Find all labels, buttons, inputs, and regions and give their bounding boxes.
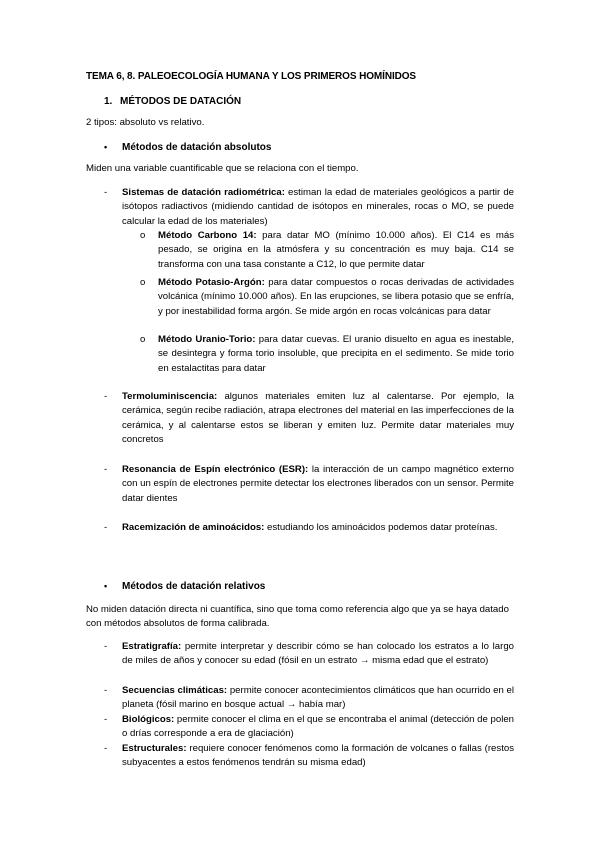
list-item-radiometric (104, 186, 514, 229)
intro-paragraph: 2 tipos: absoluto vs relativo. (86, 117, 205, 128)
circle-marker: o (140, 230, 146, 241)
document-title: TEMA 6, 8. PALEOECOLOGÍA HUMANA Y LOS PRIMEROS HOMÍNIDOS (86, 71, 416, 82)
dash-marker: - (104, 685, 108, 696)
list-item-termoluminiscencia (104, 390, 514, 447)
bullet-icon: • (104, 581, 108, 591)
term-text: permite conocer el clima en el que se encontraba el animal (detección de polen o drías corresponde a era de glaciación) (122, 714, 514, 740)
rel-heading (104, 581, 265, 592)
term-text: para datar compuestos o rocas derivadas de actividades volcánica (mínimo 10.000 años). En las erupciones, se libera potasio que se enfría, y por inestabilidad forma argón. Se mide argón en rocas volcánicas para datar (158, 277, 514, 317)
section-heading-text: MÉTODOS DE DATACIÓN (120, 96, 242, 107)
sublist-item-uranio-torio (140, 333, 514, 376)
list-item-secuencias-climaticas (104, 684, 514, 713)
list-item-biologicos (104, 713, 514, 742)
term-text: estudiando los aminoácidos podemos datar proteínas. (264, 522, 498, 533)
term: Sistemas de datación radiométrica: (122, 187, 285, 198)
term-text: estiman la edad de materiales geológicos a partir de isótopos radiactivos (midiendo cantidad de isótopos en minerales, rocas o MO, se puede calcular la edad de los materiales) (122, 187, 514, 227)
circle-marker: o (140, 277, 146, 288)
term: Resonancia de Espín electrónico (ESR): (122, 464, 309, 475)
abs-heading-text: Métodos de datación absolutos (122, 142, 272, 153)
term-text: para datar MO (mínimo 10.000 años). El C14 es más pesado, se origina en la atmósfera y su concentración es muy baja. C14 se transforma con una tasa constante a C12, lo que permite datar (158, 230, 514, 270)
term: Racemización de aminoácidos: (122, 522, 265, 533)
term: Secuencias climáticas: (122, 685, 228, 696)
dash-marker: - (104, 522, 108, 533)
term-text: para datar cuevas. El uranio disuelto en agua es inestable, se desintegra y forma torio insoluble, que precipita en el sedimento. Se mide torio en estalactitas para datar (158, 334, 514, 374)
list-item-esr (104, 463, 514, 506)
dash-marker: - (104, 714, 108, 725)
term: Biológicos: (122, 714, 175, 725)
term: Termoluminiscencia: (122, 391, 218, 402)
section-heading-1 (104, 96, 241, 107)
circle-marker: o (140, 334, 146, 345)
sublist-item-c14 (140, 229, 514, 272)
sublist-item-potasio-argon (140, 276, 514, 319)
term: Estratigrafía: (122, 641, 182, 652)
term-text: requiere conocer fenómenos como la formación de volcanes o fallas (restos subyacentes a estos fenómenos tendrán su misma edad) (122, 743, 514, 769)
section-number: 1. (104, 96, 113, 107)
term-text: permite conocer acontecimientos climáticos que han ocurrido en el planeta (fósil marino en bosque actual → había mar) (122, 685, 514, 711)
abs-heading (104, 142, 271, 153)
list-item-estratigrafia (104, 640, 514, 669)
term-text: la interacción de un campo magnético externo con un espín de electrones permite detectar los electrones liberados con un sensor. Permite datar dientes (122, 464, 514, 504)
dash-marker: - (104, 187, 108, 198)
term: Estructurales: (122, 743, 187, 754)
dash-marker: - (104, 743, 108, 754)
dash-marker: - (104, 464, 108, 475)
dash-marker: - (104, 641, 108, 652)
rel-description: No miden datación directa ni cuantífica, sino que toma como referencia algo que ya se haya datado con métodos absolutos de forma calibrada. (86, 604, 509, 630)
dash-marker: - (104, 391, 108, 402)
term: Método Carbono 14: (158, 230, 257, 241)
list-item-estructurales (104, 742, 514, 771)
term-text: algunos materiales emiten luz al calentarse. Por ejemplo, la cerámica, según recibe radiación, atrapa electrones del material en las imperfecciones de la cerámica, y al calentarse estos se liberan y emiten luz. Permite datar materiales muy concretos (122, 391, 514, 445)
abs-description: Miden una variable cuantificable que se relaciona con el tiempo. (86, 163, 359, 174)
term: Método Potasio-Argón: (158, 277, 265, 288)
term-text: permite interpretar y describir cómo se han colocado los estratos a lo largo de miles de años y conocer su edad (fósil en un estrato → misma edad que el estrato) (122, 641, 514, 667)
rel-heading-text: Métodos de datación relativos (122, 581, 266, 592)
bullet-icon: • (104, 142, 108, 152)
list-item-racemizacion (104, 521, 514, 535)
term: Método Uranio-Torio: (158, 334, 256, 345)
